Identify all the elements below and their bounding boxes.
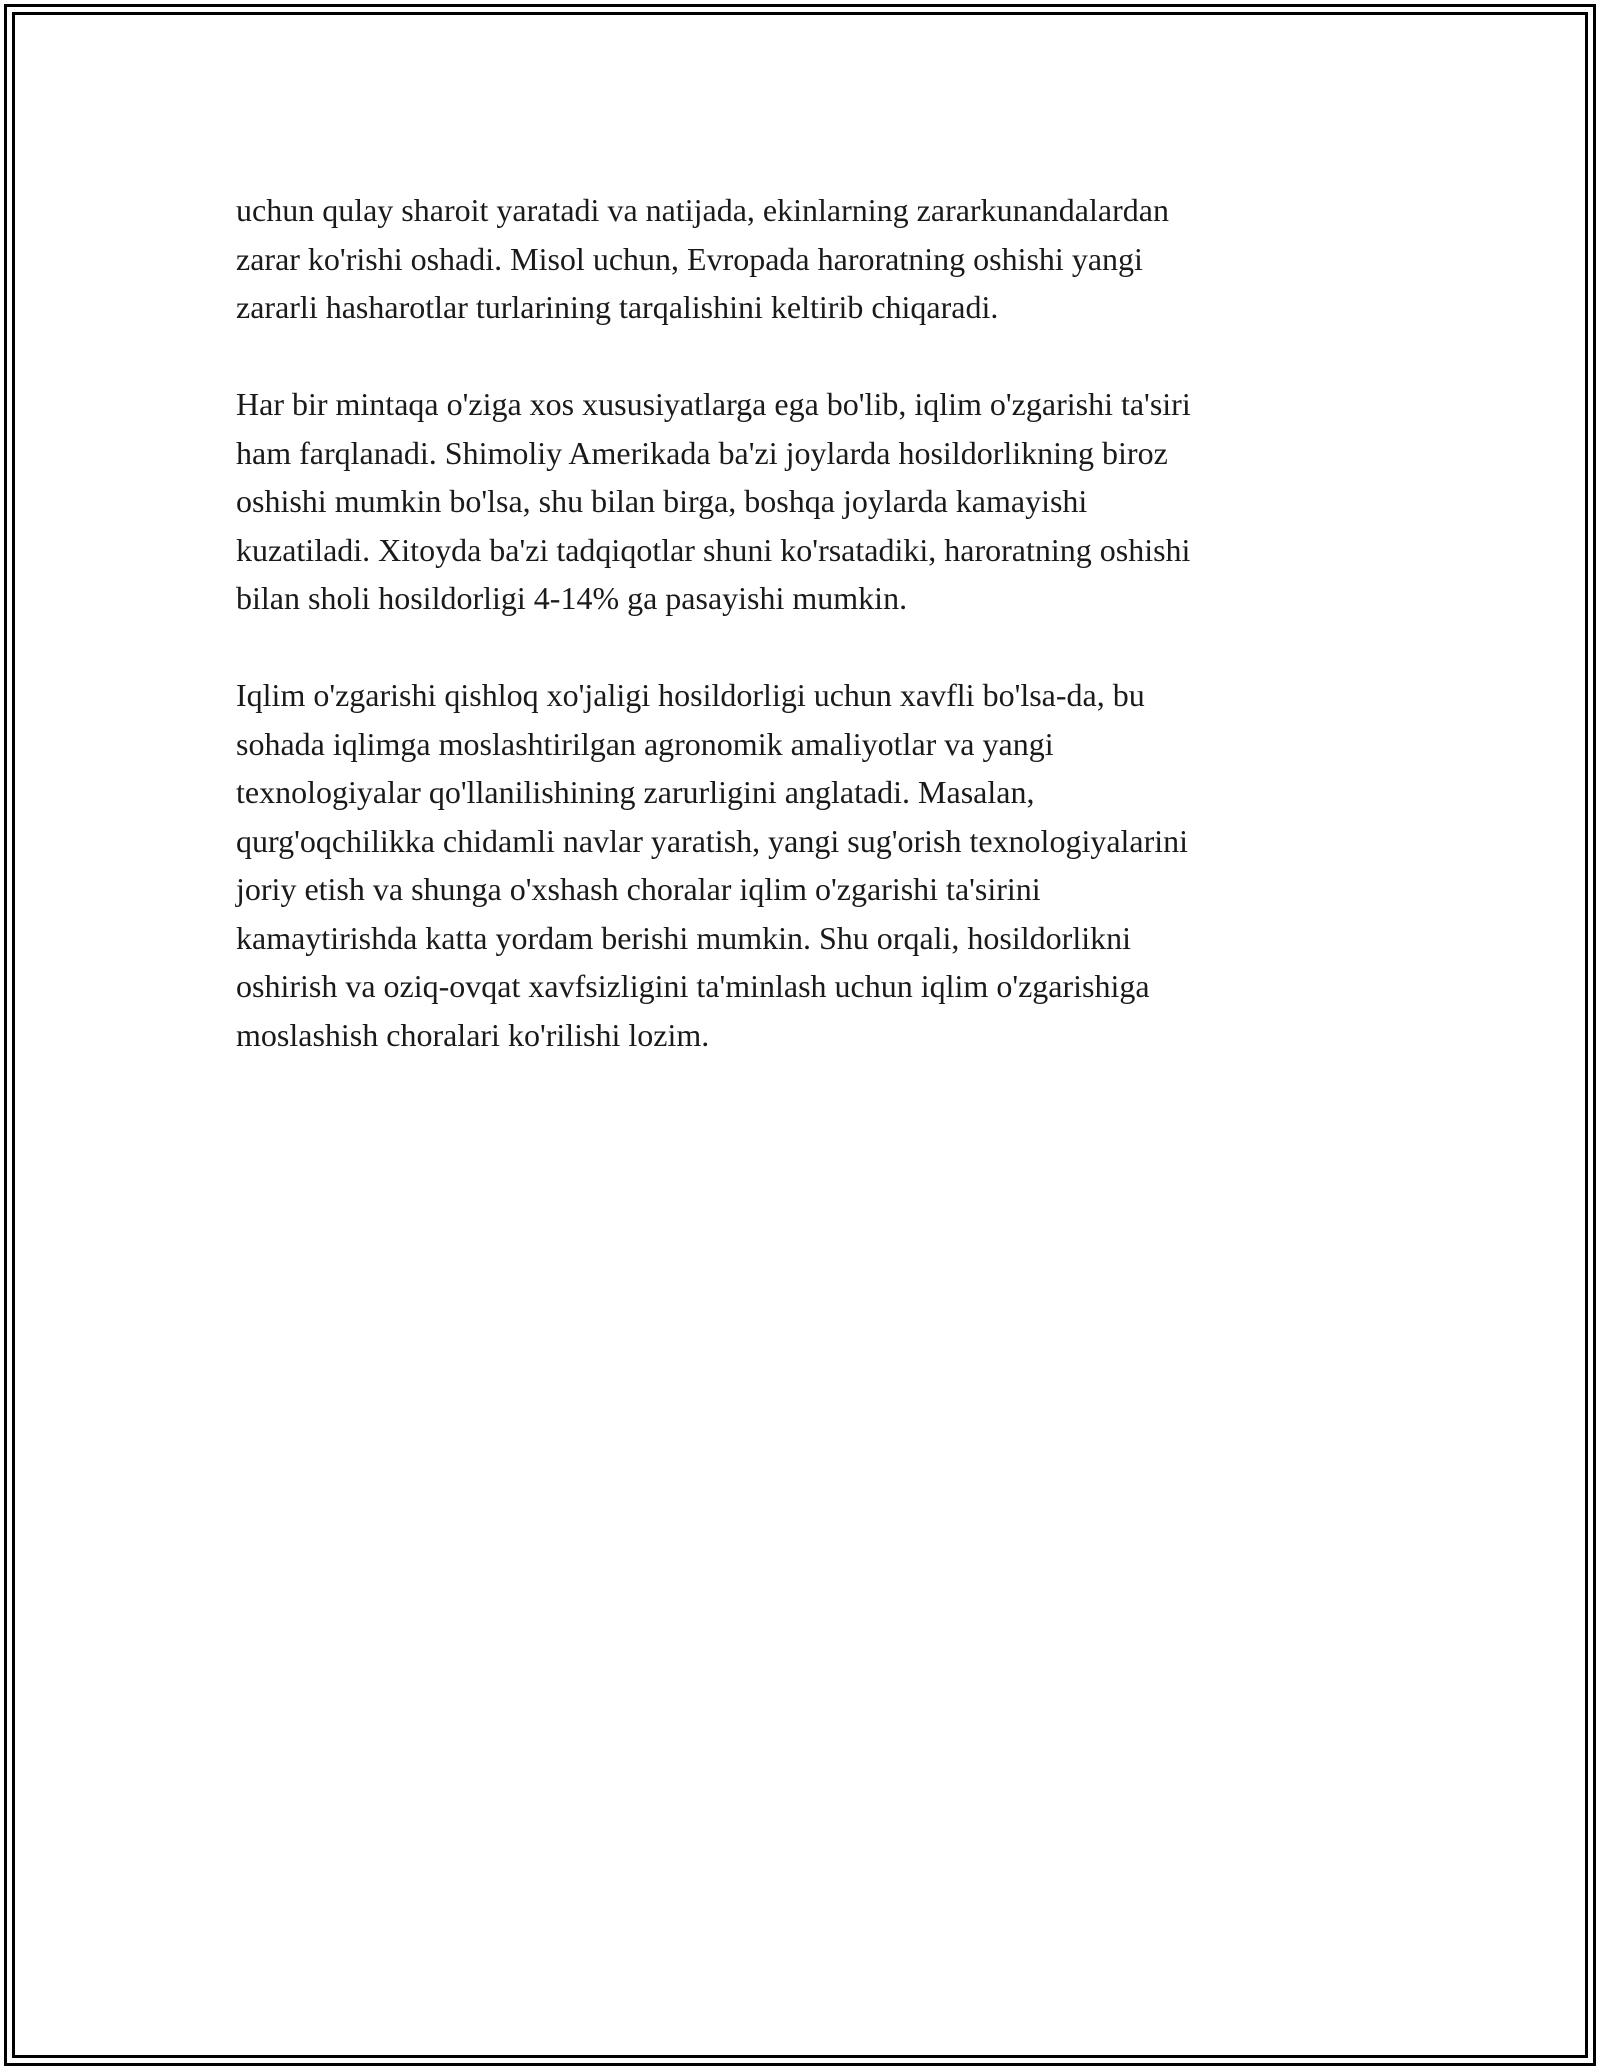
text-line: bilan sholi hosildorligi 4-14% ga pasayishi mumkin. — [236, 580, 908, 616]
text-line: Har bir mintaqa o'ziga xos xususiyatlarga ega bo'lib, iqlim o'zgarishi ta'siri — [236, 386, 1191, 422]
text-line: Iqlim o'zgarishi qishloq xo'jaligi hosildorligi uchun xavfli bo'lsa-da, bu — [236, 677, 1145, 713]
text-line: qurg'oqchilikka chidamli navlar yaratish, yangi sug'orish texnologiyalarini — [236, 822, 1189, 859]
text-line: uchun qulay sharoit yaratadi va natijada, ekinlarning zararkunandalardan — [236, 192, 1169, 228]
text-line: sohada iqlimga moslashtirilgan agronomik amaliyotlar va yangi — [236, 725, 1054, 762]
text-line: oshishi mumkin bo'lsa, shu bilan birga, boshqa joylarda kamayishi — [236, 483, 1088, 519]
text-line: joriy etish va shunga o'xshash choralar iqlim o'zgarishi ta'sirini — [236, 871, 1041, 907]
text-line: oshirish va oziq-ovqat xavfsizligini ta'minlash uchun iqlim o'zgarishiga — [236, 968, 1150, 1004]
text-line: ham farqlanadi. Shimoliy Amerikada ba'zi joylarda hosildorlikning biroz — [236, 434, 1168, 471]
text-line: zararli hasharotlar turlarining tarqalishini keltirib chiqaradi. — [236, 289, 999, 325]
text-line: texnologiyalar qo'llanilishining zarurligini anglatadi. Masalan, — [236, 774, 1035, 810]
text-line: zarar ko'rishi oshadi. Misol uchun, Evropada haroratning oshishi yangi — [236, 240, 1143, 277]
text-line: moslashish choralari ko'rilishi lozim. — [236, 1016, 710, 1053]
text-line: kuzatiladi. Xitoyda ba'zi tadqiqotlar shuni ko'rsatadiki, haroratning oshishi — [236, 531, 1191, 568]
paragraph-3 — [236, 671, 1366, 1059]
paragraph-1 — [236, 186, 1366, 332]
document-body — [236, 186, 1366, 1108]
paragraph-2 — [236, 380, 1366, 623]
text-line: kamaytirishda katta yordam berishi mumkin. Shu orqali, hosildorlikni — [236, 919, 1131, 956]
